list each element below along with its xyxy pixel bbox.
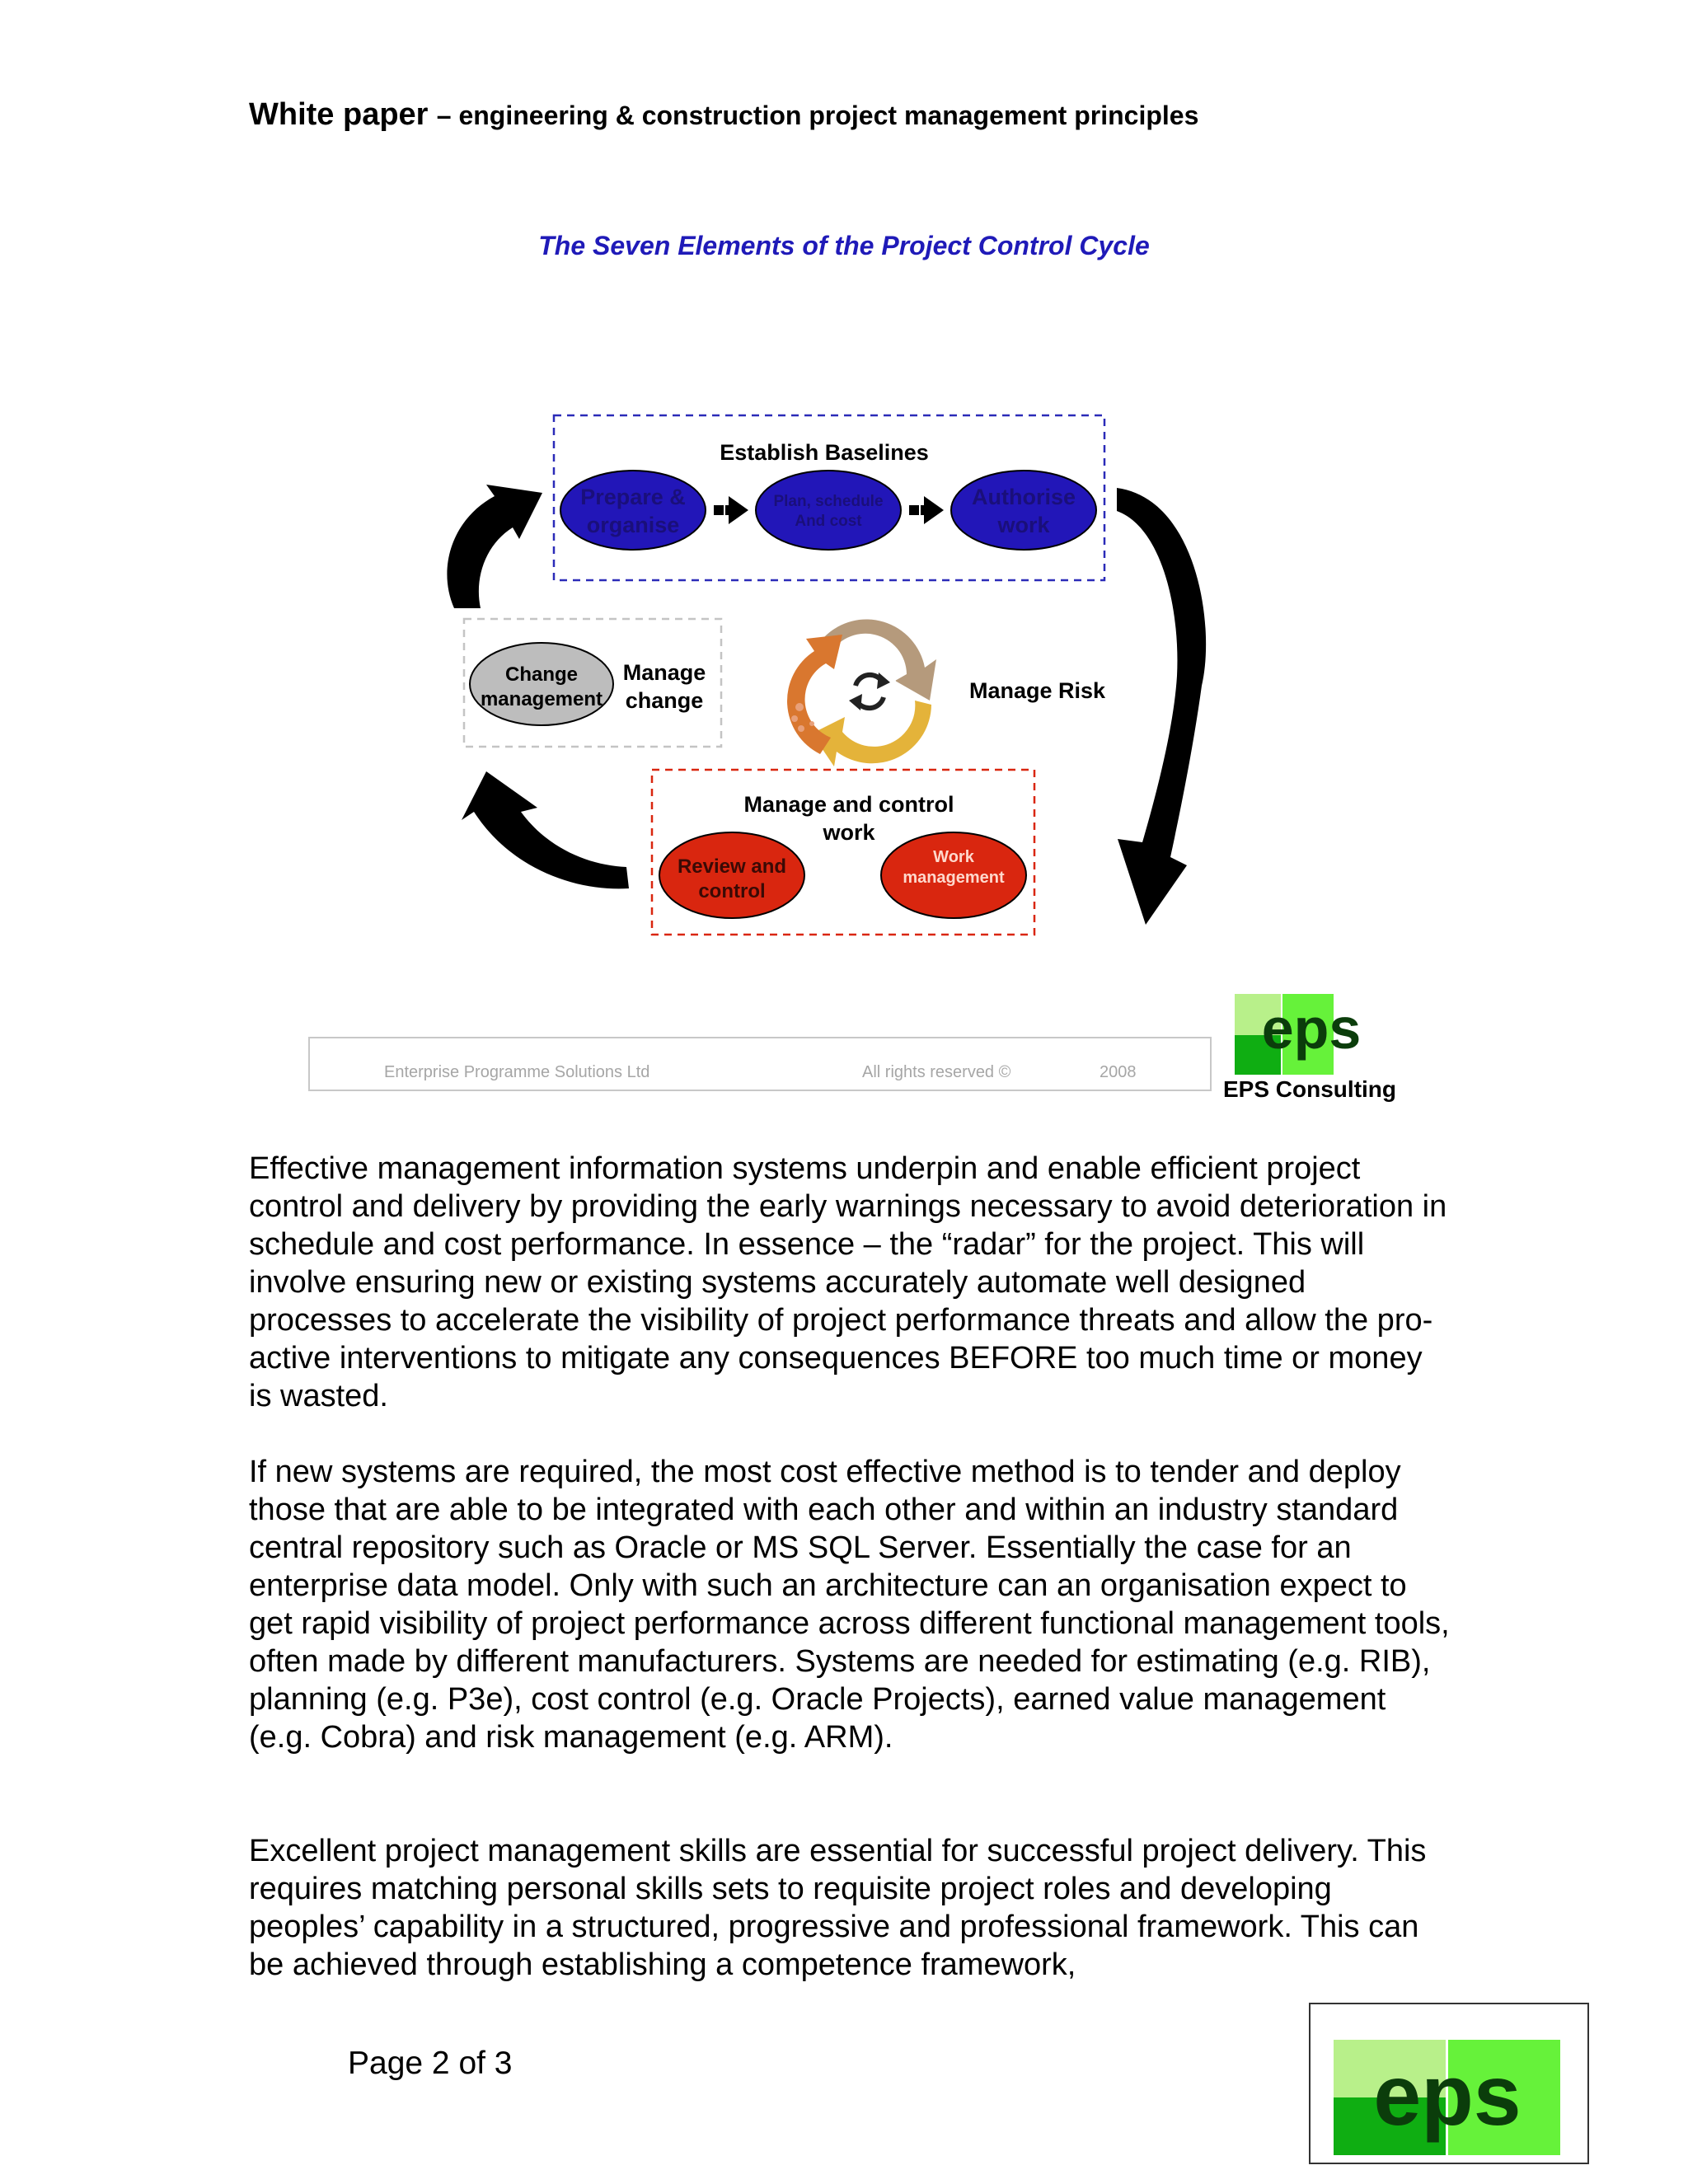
manage-change-label-line2: change	[625, 688, 704, 713]
cycle-arrow-top-left-icon	[447, 485, 542, 608]
eps-logo-text: eps	[1261, 996, 1362, 1061]
footer-company: Enterprise Programme Solutions Ltd	[384, 1063, 650, 1081]
paragraph-skills: Excellent project management skills are essential for successful project delivery. This requires matching personal skills sets to requisite project roles and developing peoples’ capability in a structured, progressive and professional framework. This can be achieved through establishing a competence framework,	[249, 1834, 1427, 1982]
footer-eps-logo-text: eps	[1373, 2048, 1522, 2144]
review-control-node	[659, 832, 804, 918]
paragraph-mis: Effective management information systems underpin and enable efficient project control and delivery by providing the early warnings necessary to avoid deterioration in schedule and cost performance. In essence – the “radar” for the project. This will involve ensuring new or existing systems accurately automate well designed processes to accelerate the visibility of project performance threats and allow the pro-active interventions to mitigate any consequences BEFORE too much time or money is wasted.	[249, 1151, 1447, 1413]
header-subtitle: – engineering & construction project management principles	[436, 101, 1199, 130]
footer-year: 2008	[1100, 1063, 1137, 1081]
eps-logo	[1235, 994, 1361, 1075]
manage-risk-label: Manage Risk	[969, 678, 1106, 703]
plan-schedule-line2: And cost	[795, 513, 862, 530]
change-management-node	[470, 643, 613, 725]
risk-cycle-icon	[787, 620, 936, 766]
prepare-organise-line2: organise	[586, 513, 680, 537]
change-management-line1: Change	[504, 663, 579, 686]
manage-control-title-line1: Manage and control	[743, 792, 954, 817]
figure-footer-strip	[308, 1037, 1212, 1091]
eps-consulting-caption: EPS Consulting	[1223, 1076, 1396, 1102]
figure-caption: The Seven Elements of the Project Control Cycle	[538, 231, 1150, 260]
review-control-line1: Review and	[677, 855, 787, 878]
establish-baselines-title: Establish Baselines	[720, 440, 929, 465]
work-management-node	[881, 832, 1026, 918]
paragraph-systems: If new systems are required, the most cost effective method is to tender and deploy those that are able to be integrated with each other and within an industry standard central repository such as Oracle or MS SQL Server. Essentially the case for an enterprise data model. Only with such an architecture can an organisation expect to get rapid visibility of project performance across different functional management tools, often made by different manufacturers. Systems are needed for estimating (e.g. RIB), planning (e.g. P3e), cost control (e.g. Oracle Projects), earned value management (e.g. Cobra) and risk management (e.g. ARM).	[249, 1455, 1450, 1755]
footer-logo-frame	[1309, 2003, 1589, 2164]
cycle-arrow-bottom-left-icon	[462, 771, 629, 888]
authorise-work-line2: work	[997, 513, 1050, 537]
change-management-line2: management	[480, 688, 603, 710]
header-title: White paper	[249, 97, 429, 132]
prepare-organise-node	[560, 471, 706, 550]
work-management-line2: management	[903, 869, 1005, 887]
cycle-arrow-right-icon	[1117, 488, 1206, 925]
review-control-line2: control	[698, 880, 766, 902]
manage-control-title-line2: work	[823, 820, 875, 845]
authorise-work-node	[951, 471, 1096, 550]
work-management-line1: Work	[933, 848, 974, 866]
prepare-organise-line1: Prepare &	[580, 485, 686, 509]
plan-schedule-line1: Plan, schedule	[773, 493, 884, 510]
footer-rights: All rights reserved ©	[862, 1063, 1011, 1081]
page-number: Page 2 of 3	[348, 2046, 513, 2081]
authorise-work-line1: Authorise	[971, 485, 1076, 509]
plan-schedule-node	[756, 471, 901, 550]
manage-change-label-line1: Manage	[622, 660, 706, 685]
